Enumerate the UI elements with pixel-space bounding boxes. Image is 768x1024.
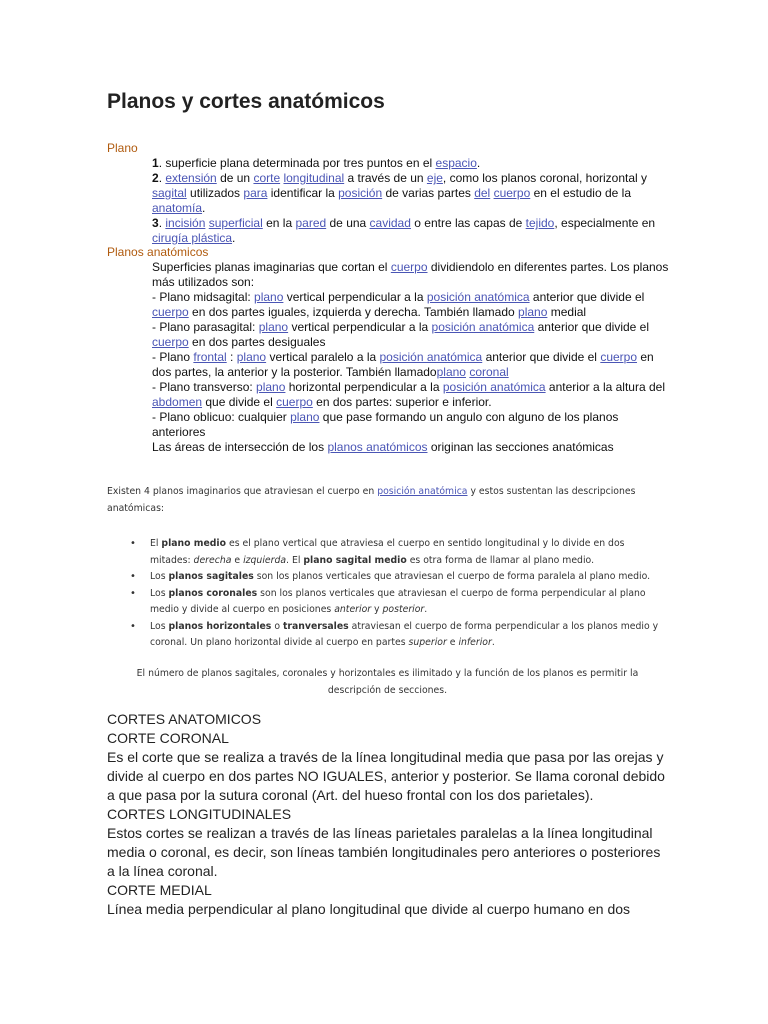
text: es el plano vertical que atraviesa el cuerpo en sentido longitudinal y lo divide en dos mitades: — [150, 538, 625, 566]
text: Superficies planas imaginarias que cortan el — [152, 260, 391, 274]
text: . — [476, 156, 481, 170]
text: Los — [150, 571, 169, 582]
text: . El — [286, 554, 304, 566]
text: Los — [150, 620, 169, 632]
text: originan las secciones anatómicas — [427, 440, 614, 454]
text: utilizados — [186, 186, 244, 200]
text: son los planos verticales que atraviesan el cuerpo de forma paralela al plano medio. — [253, 571, 651, 582]
plano-oblicuo — [152, 410, 672, 440]
bold-term: plano medio — [161, 538, 227, 549]
link-coronal[interactable]: coronal — [469, 365, 509, 379]
term-planos-anatomicos: Planos anatómicos — [107, 245, 209, 259]
definition-3 — [152, 216, 672, 246]
bold-term: planos sagitales — [168, 571, 254, 582]
link-anatomia[interactable]: anatomía — [152, 201, 203, 215]
text: . — [491, 637, 495, 648]
page-title: Planos y cortes anatómicos — [107, 90, 385, 113]
planes-list — [130, 536, 660, 652]
text: y — [371, 604, 383, 615]
link-abdomen[interactable]: abdomen — [152, 395, 203, 409]
link-posicion[interactable]: posición — [338, 186, 383, 200]
link-incision[interactable]: incisión — [165, 216, 206, 230]
planos-anatomicos-definitions — [152, 260, 672, 455]
text: - Plano midsagital: — [152, 290, 255, 304]
link-longitudinal[interactable]: longitudinal — [283, 171, 345, 185]
link-plano[interactable]: plano — [256, 380, 286, 394]
link-posicion-anatomica[interactable]: posición anatómica — [431, 320, 535, 334]
paragraph-intersection — [152, 440, 672, 455]
text: - Plano transverso: — [152, 380, 257, 394]
bold-term: plano sagital medio — [303, 554, 407, 566]
bold-term: planos horizontales — [168, 620, 272, 632]
link-superficial[interactable]: superficial — [208, 216, 263, 230]
definition-2 — [152, 171, 672, 216]
paragraph: Estos cortes se realizan a través de las líneas parietales paralelas a la línea longitudinal media o coronal, es decir, son líneas también longitudinales pero anteriores o posteriores a la línea coronal. — [107, 825, 661, 879]
section-heading: CORTES LONGITUDINALES — [107, 806, 292, 822]
text: medial — [547, 305, 587, 319]
text: de un — [216, 171, 254, 185]
text: y estos sustentan las descripciones anatómicas: — [107, 486, 636, 514]
link-frontal[interactable]: frontal — [193, 350, 227, 364]
text: . — [424, 604, 428, 615]
text: . — [232, 231, 236, 245]
text: vertical paralelo a la — [266, 350, 380, 364]
list-item — [130, 569, 660, 586]
link-espacio[interactable]: espacio — [435, 156, 477, 170]
paragraph — [152, 260, 672, 290]
text: identificar la — [267, 186, 339, 200]
link-eje[interactable]: eje — [426, 171, 443, 185]
link-plano[interactable]: plano — [436, 365, 466, 379]
link-cuerpo[interactable]: cuerpo — [493, 186, 531, 200]
italic-term: derecha — [193, 554, 232, 566]
text: son los planos verticales que atraviesan el cuerpo de forma perpendicular al plano medio y divide al cuerpo en posiciones — [150, 587, 646, 615]
text: anterior que divide el — [482, 350, 601, 364]
link-pared[interactable]: pared — [295, 216, 327, 230]
intro-paragraph — [107, 484, 652, 517]
text: - Plano parasagital: — [152, 320, 259, 334]
link-posicion-anatomica[interactable]: posición anatómica — [442, 380, 546, 394]
text: de una — [326, 216, 370, 230]
link-corte[interactable]: corte — [253, 171, 281, 185]
text: anterior que divide el — [534, 320, 650, 334]
list-item — [130, 619, 660, 652]
link-posicion-anatomica[interactable]: posición anatómica — [377, 486, 468, 497]
section-heading: CORTE MEDIAL — [107, 882, 212, 898]
text: horizontal perpendicular a la — [285, 380, 443, 394]
text: . — [202, 201, 206, 215]
link-tejido[interactable]: tejido — [525, 216, 555, 230]
text: Existen 4 planos imaginarios que atraviesan el cuerpo en — [107, 486, 378, 497]
link-sagital[interactable]: sagital — [152, 186, 187, 200]
text: - Plano oblicuo: cualquier — [152, 410, 291, 424]
definition-number: 1 — [152, 156, 159, 170]
bullet-icon: • — [130, 620, 136, 632]
text: e — [231, 554, 244, 566]
link-plano[interactable]: plano — [254, 290, 284, 304]
bold-term: tranversales — [282, 620, 349, 632]
section-heading: CORTES ANATOMICOS — [107, 711, 262, 727]
text: en dos partes desiguales — [188, 335, 326, 349]
definition-1 — [152, 156, 672, 171]
link-para[interactable]: para — [243, 186, 268, 200]
bullet-icon: • — [130, 571, 136, 582]
italic-term: posterior — [382, 604, 425, 615]
text: en dos partes, la anterior y la posterior. También llamado — [152, 350, 654, 379]
text: en la — [262, 216, 296, 230]
term-plano: Plano — [107, 141, 138, 155]
bullet-icon: • — [130, 538, 136, 549]
text: anterior que divide el — [529, 290, 645, 304]
cortes-section — [107, 710, 667, 919]
text: . — [158, 216, 166, 230]
text: : — [226, 350, 237, 364]
plano-transverso — [152, 380, 672, 410]
link-cuerpo[interactable]: cuerpo — [152, 305, 189, 319]
text: , especialmente en — [554, 216, 656, 230]
link-cuerpo[interactable]: cuerpo — [276, 395, 313, 409]
plano-parasagital — [152, 320, 672, 350]
text: que divide el — [202, 395, 277, 409]
definition-number: 3 — [152, 216, 159, 230]
list-item — [130, 536, 660, 569]
text: que pase formando un angulo con alguno de los planos anteriores — [152, 410, 619, 439]
text: - Plano — [152, 350, 194, 364]
paragraph: Es el corte que se realiza a través de la línea longitudinal media que pasa por las orejas y divide al cuerpo en dos partes NO IGUALES, anterior y posterior. Se llama coronal debido a que pasa por la sutura coronal (Art. del hueso frontal con los dos parietales). — [107, 749, 665, 803]
text: a través de un — [344, 171, 427, 185]
text: es otra forma de llamar al plano medio. — [406, 554, 595, 566]
text: en el estudio de la — [530, 186, 632, 200]
italic-term: inferior — [458, 637, 492, 648]
text: anterior a la altura del — [545, 380, 665, 394]
text: en dos partes iguales, izquierda y derecha. También llamado — [188, 305, 519, 319]
text: dividiendolo en diferentes partes. Los planos más utilizados son: — [152, 260, 669, 289]
list-item — [130, 586, 660, 619]
paragraph: Línea media perpendicular al plano longitudinal que divide al cuerpo humano en dos — [107, 901, 631, 917]
text: o — [271, 620, 283, 632]
bold-term: planos coronales — [168, 587, 258, 599]
plano-frontal — [152, 350, 672, 380]
link-plano[interactable]: plano — [290, 410, 320, 424]
text: , como los planos coronal, horizontal y — [442, 171, 648, 185]
text: vertical perpendicular a la — [283, 290, 427, 304]
link-del[interactable]: del — [474, 186, 491, 200]
text: en dos partes: superior e inferior. — [312, 395, 492, 409]
italic-term: izquierda — [243, 554, 287, 566]
link-planos-anatomicos[interactable]: planos anatómicos — [327, 440, 428, 454]
section-heading: CORTE CORONAL — [107, 730, 229, 746]
italic-term: superior — [408, 637, 447, 648]
definition-number: 2 — [152, 171, 159, 185]
link-cuerpo[interactable]: cuerpo — [152, 335, 189, 349]
link-cuerpo[interactable]: cuerpo — [600, 350, 638, 364]
link-posicion-anatomica[interactable]: posición anatómica — [379, 350, 483, 364]
link-plano[interactable]: plano — [236, 350, 267, 364]
text: . — [158, 171, 166, 185]
text: o entre las capas de — [410, 216, 526, 230]
link-cuerpo[interactable]: cuerpo — [390, 260, 428, 274]
link-plano[interactable]: plano — [258, 320, 289, 334]
bullet-icon: • — [130, 587, 136, 599]
italic-term: anterior — [334, 604, 372, 615]
text: atraviesan el cuerpo de forma perpendicular a los planos medio y coronal. Un plano horizontal divide al cuerpo en partes — [150, 620, 659, 648]
text: e — [446, 637, 459, 648]
link-cavidad[interactable]: cavidad — [369, 216, 411, 230]
text: vertical perpendicular a la — [288, 320, 432, 334]
plano-definitions — [152, 156, 672, 246]
text: . superficie plana determinada por tres puntos en el — [158, 156, 436, 170]
text: El — [150, 538, 162, 549]
note-paragraph: El número de planos sagitales, coronales y horizontales es ilimitado y la función de los planos es permitir la descripción de secciones. — [136, 668, 639, 696]
plano-midsagital — [152, 290, 672, 320]
link-extension[interactable]: extensión — [165, 171, 217, 185]
text: de varias partes — [382, 186, 475, 200]
text: Los — [150, 587, 169, 599]
link-posicion-anatomica[interactable]: posición anatómica — [426, 290, 530, 304]
link-cirugia-plastica[interactable]: cirugía plástica — [152, 231, 233, 245]
text: Las áreas de intersección de los — [152, 440, 328, 454]
link-plano[interactable]: plano — [518, 305, 548, 319]
